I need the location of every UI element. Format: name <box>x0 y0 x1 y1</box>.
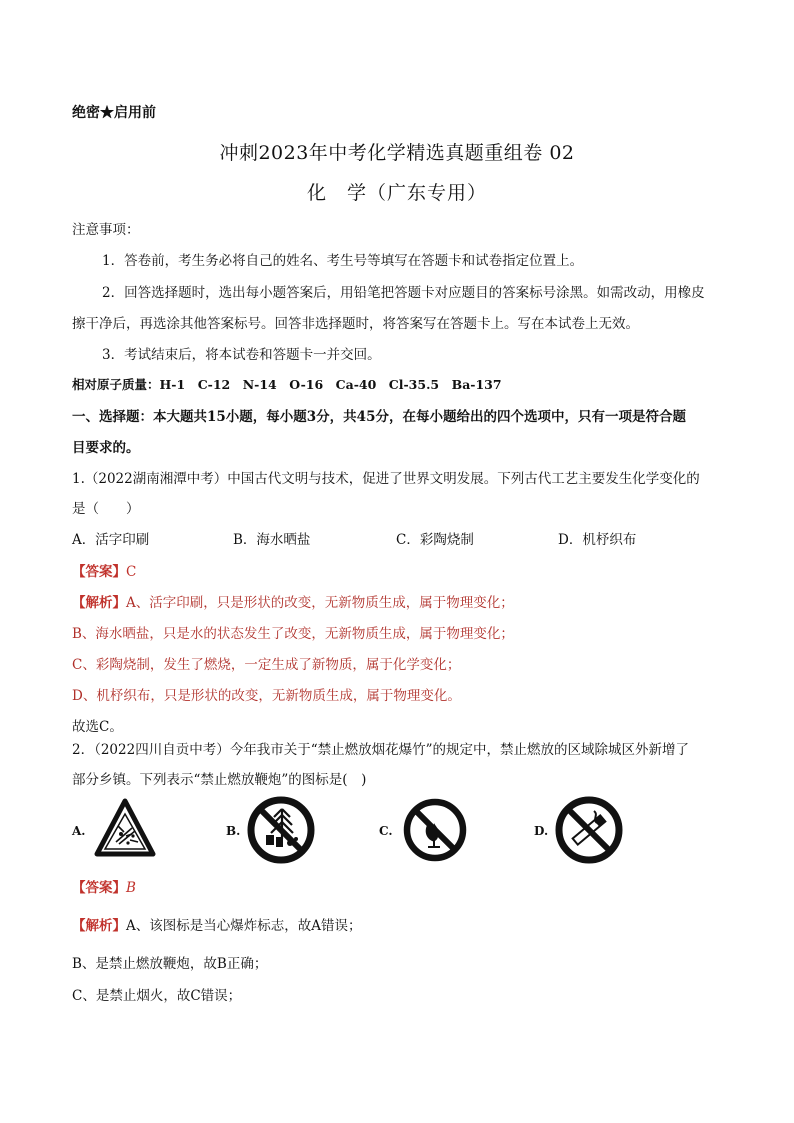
confidential-label: 绝密★启用前 <box>72 105 156 121</box>
q1-analysis-tag: 【解析】 <box>72 595 126 611</box>
q1-analysis-line-4: D、机杼织布，只是形状的改变，无新物质生成，属于物理变化。 <box>72 688 461 704</box>
q1-option-d: D．机杼织布 <box>558 532 637 548</box>
notes-item-1: 1．答卷前，考生务必将自己的姓名、考生号等填写在答题卡和试卷指定位置上。 <box>102 253 584 269</box>
q1-analysis-line-2: B、海水晒盐，只是水的状态发生了改变，无新物质生成，属于物理变化； <box>72 626 514 642</box>
atomic-mass-line: 相对原子质量：H-1 C-12 N-14 O-16 Ca-40 Cl-35.5 Ba-137 <box>72 377 502 392</box>
no-smoking-icon <box>554 795 624 865</box>
q2-option-b-label: B. <box>226 824 241 838</box>
q2-answer-tag: 【答案】 <box>72 880 126 896</box>
q1-answer-tag: 【答案】 <box>72 564 126 580</box>
section-heading-line-2: 目要求的。 <box>72 440 140 456</box>
notes-item-2-line-2: 擦干净后，再选涂其他答案标号。回答非选择题时，将答案写在答题卡上。写在本试卷上无效。 <box>72 316 639 332</box>
q1-analysis-text-1: A、活字印刷，只是形状的改变，无新物质生成，属于物理变化； <box>126 595 514 611</box>
q2-stem-line-1: 2．（2022四川自贡中考）今年我市关于“禁止燃放烟花爆竹”的规定中，禁止燃放的区域除城区外新增了 <box>72 742 689 758</box>
q2-analysis-line-3: C、是禁止烟火，故C错误； <box>72 988 242 1004</box>
page-subtitle: 化 学（广东专用） <box>306 182 487 204</box>
q1-answer-value: C <box>126 564 137 580</box>
q2-stem-line-2: 部分乡镇。下列表示“禁止燃放鞭炮”的图标是( ) <box>72 772 367 788</box>
notes-item-2-line-1: 2．回答选择题时，选出每小题答案后，用铅笔把答题卡对应题目的答案标号涂黑。如需改动，用橡皮 <box>102 285 705 301</box>
q1-option-a: A．活字印刷 <box>72 532 150 548</box>
q1-stem-line-2: 是（ ） <box>72 501 140 517</box>
q2-analysis-text-1: A、该图标是当心爆炸标志，故A错误； <box>126 918 362 934</box>
q1-option-b: B．海水晒盐 <box>233 532 311 548</box>
q2-answer-value: B <box>126 880 136 896</box>
q2-option-d-label: D. <box>534 824 549 838</box>
q1-analysis-line-3: C、彩陶烧制，发生了燃烧，一定生成了新物质，属于化学变化； <box>72 657 461 673</box>
no-open-flame-icon <box>402 797 468 863</box>
notes-heading: 注意事项： <box>72 222 140 238</box>
explosion-warning-icon <box>94 798 156 858</box>
q1-conclusion: 故选C。 <box>72 719 123 735</box>
q1-answer-line <box>72 560 136 580</box>
q1-option-c: C．彩陶烧制 <box>396 532 474 548</box>
q2-analysis-tag: 【解析】 <box>72 918 126 934</box>
page-title: 冲刺2023年中考化学精选真题重组卷 02 <box>219 142 575 164</box>
q2-analysis-line-1 <box>72 914 362 934</box>
q2-option-a-label: A. <box>72 824 86 838</box>
notes-item-3: 3．考试结束后，将本试卷和答题卡一并交回。 <box>102 347 381 363</box>
no-firecrackers-icon <box>246 795 316 865</box>
q2-answer-line <box>72 876 136 896</box>
q2-option-c-label: C. <box>379 824 393 838</box>
q1-stem-line-1: 1.（2022湖南湘潭中考）中国古代文明与技术，促进了世界文明发展。下列古代工艺主要发生化学变化的 <box>72 471 700 487</box>
section-heading-line-1: 一、选择题：本大题共15小题，每小题3分，共45分，在每小题给出的四个选项中，只有一项是符合题 <box>72 409 686 425</box>
q1-analysis-line-1 <box>72 591 514 611</box>
q2-analysis-line-2: B、是禁止燃放鞭炮，故B正确； <box>72 956 268 972</box>
